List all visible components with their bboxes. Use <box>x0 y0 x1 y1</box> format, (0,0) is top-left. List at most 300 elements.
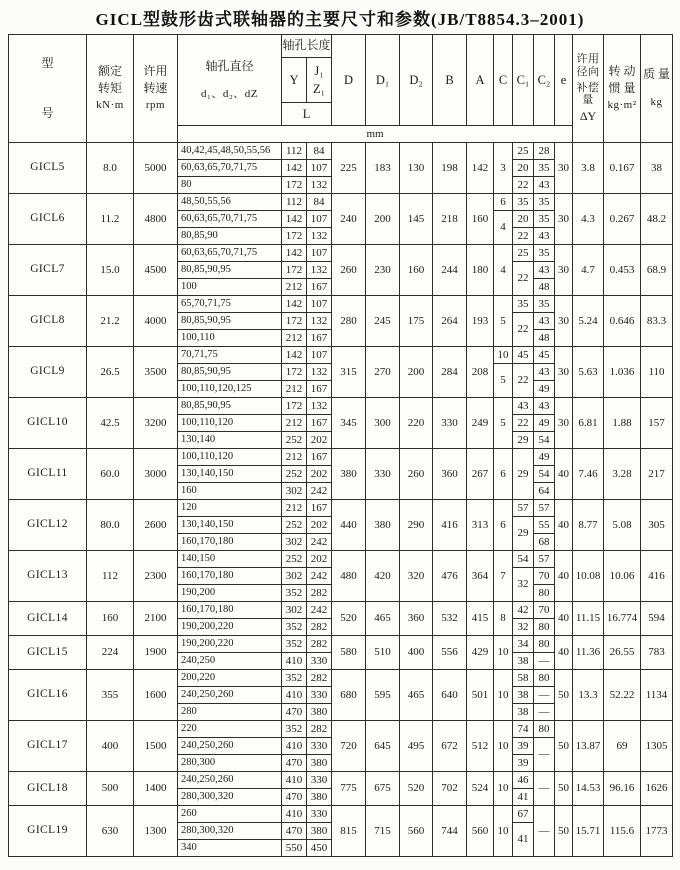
rated-torque: 355 <box>87 670 134 721</box>
col-header-D: D <box>332 35 366 126</box>
dim-C: 7 <box>494 551 513 602</box>
col-header-D1: D₁ <box>366 35 400 126</box>
dim-D1: 380 <box>366 500 400 551</box>
spec-row <box>9 500 673 517</box>
rated-torque: 224 <box>87 636 134 670</box>
dim-A: 524 <box>467 772 494 806</box>
radial-compensation: 13.3 <box>573 670 604 721</box>
moment-of-inertia: 16.774 <box>604 602 641 636</box>
dim-A: 512 <box>467 721 494 772</box>
dim-C2: — <box>534 738 555 772</box>
dim-C: 4 <box>494 245 513 296</box>
length-Y: 470 <box>282 704 307 721</box>
mass: 1305 <box>641 721 673 772</box>
dim-D2: 360 <box>400 602 433 636</box>
bore-diameters: 280,300 <box>178 755 282 772</box>
dim-C2: 57 <box>534 500 555 517</box>
dim-A: 193 <box>467 296 494 347</box>
spec-row <box>9 398 673 415</box>
dim-C2: 80 <box>534 585 555 602</box>
bore-diameters: 240,250,260 <box>178 738 282 755</box>
length-J1Z1: 167 <box>307 415 332 432</box>
dim-C2: 54 <box>534 466 555 483</box>
bore-diameters: 190,200 <box>178 585 282 602</box>
dim-D2: 320 <box>400 551 433 602</box>
dim-C1: 41 <box>513 823 534 857</box>
dim-C1: 22 <box>513 364 534 398</box>
dim-e: 50 <box>555 670 573 721</box>
dim-D2: 160 <box>400 245 433 296</box>
dim-C1: 22 <box>513 228 534 245</box>
length-Y: 252 <box>282 432 307 449</box>
bore-diameters: 80,85,90 <box>178 228 282 245</box>
dim-C2: 80 <box>534 619 555 636</box>
permitted-speed: 4800 <box>134 194 178 245</box>
dim-C1: 29 <box>513 449 534 500</box>
bore-diameters: 80,85,90,95 <box>178 262 282 279</box>
dim-D: 315 <box>332 347 366 398</box>
dim-C1: 67 <box>513 806 534 823</box>
length-Y: 470 <box>282 789 307 806</box>
rated-torque: 60.0 <box>87 449 134 500</box>
dim-B: 284 <box>433 347 467 398</box>
dim-C: 3 <box>494 143 513 194</box>
bore-diameters: 190,200,220 <box>178 619 282 636</box>
dim-D2: 560 <box>400 806 433 857</box>
permitted-speed: 2600 <box>134 500 178 551</box>
bore-diameters: 60,63,65,70,71,75 <box>178 160 282 177</box>
dim-C2: 43 <box>534 398 555 415</box>
dim-B: 532 <box>433 602 467 636</box>
dim-D1: 510 <box>366 636 400 670</box>
length-Y: 112 <box>282 194 307 211</box>
dim-C2: 70 <box>534 602 555 619</box>
dim-D1: 300 <box>366 398 400 449</box>
dim-C: 10 <box>494 636 513 670</box>
length-Y: 252 <box>282 517 307 534</box>
length-J1Z1: 282 <box>307 670 332 687</box>
dim-C2: 49 <box>534 415 555 432</box>
length-J1Z1: 380 <box>307 789 332 806</box>
model-name: GICL8 <box>9 296 87 347</box>
dim-e: 50 <box>555 806 573 857</box>
dim-B: 556 <box>433 636 467 670</box>
dim-e: 40 <box>555 636 573 670</box>
model-name: GICL14 <box>9 602 87 636</box>
bore-diameters: 160,170,180 <box>178 568 282 585</box>
model-name: GICL10 <box>9 398 87 449</box>
rated-torque: 21.2 <box>87 296 134 347</box>
dim-C2: 64 <box>534 483 555 500</box>
dim-A: 501 <box>467 670 494 721</box>
dim-C1: 35 <box>513 194 534 211</box>
dim-D2: 145 <box>400 194 433 245</box>
length-Y: 302 <box>282 602 307 619</box>
length-Y: 352 <box>282 619 307 636</box>
dim-C1: 46 <box>513 772 534 789</box>
model-name: GICL17 <box>9 721 87 772</box>
col-header-J1Z1: J₁ Z₁ <box>307 58 332 103</box>
dim-C2: 54 <box>534 432 555 449</box>
dim-D2: 520 <box>400 772 433 806</box>
dim-C2: 80 <box>534 670 555 687</box>
length-J1Z1: 132 <box>307 262 332 279</box>
length-Y: 212 <box>282 415 307 432</box>
dim-D1: 420 <box>366 551 400 602</box>
dim-A: 142 <box>467 143 494 194</box>
length-Y: 470 <box>282 823 307 840</box>
model-name: GICL11 <box>9 449 87 500</box>
dim-C2: 49 <box>534 381 555 398</box>
mass: 416 <box>641 551 673 602</box>
dim-C1: 74 <box>513 721 534 738</box>
dim-C1: 22 <box>513 313 534 347</box>
col-header-bore-diameter: 轴孔直径 d₁、d₂、dZ <box>178 35 282 126</box>
length-Y: 172 <box>282 313 307 330</box>
dim-C: 6 <box>494 449 513 500</box>
radial-compensation: 6.81 <box>573 398 604 449</box>
bore-diameters: 280,300,320 <box>178 823 282 840</box>
dim-D1: 465 <box>366 602 400 636</box>
col-header-mass: 质 量 kg <box>641 35 673 143</box>
dim-C1: 20 <box>513 160 534 177</box>
dim-e: 30 <box>555 398 573 449</box>
length-Y: 410 <box>282 653 307 670</box>
bore-diameters: 240,250,260 <box>178 772 282 789</box>
permitted-speed: 4000 <box>134 296 178 347</box>
dim-C: 5 <box>494 296 513 347</box>
col-header-B: B <box>433 35 467 126</box>
dim-C2: 45 <box>534 347 555 364</box>
dim-C1: 38 <box>513 704 534 721</box>
spec-row <box>9 602 673 619</box>
length-Y: 212 <box>282 449 307 466</box>
length-Y: 410 <box>282 738 307 755</box>
length-Y: 352 <box>282 670 307 687</box>
length-Y: 410 <box>282 806 307 823</box>
length-Y: 252 <box>282 551 307 568</box>
length-Y: 172 <box>282 364 307 381</box>
length-Y: 470 <box>282 755 307 772</box>
length-J1Z1: 282 <box>307 619 332 636</box>
dim-B: 264 <box>433 296 467 347</box>
permitted-speed: 2100 <box>134 602 178 636</box>
bore-diameters: 220 <box>178 721 282 738</box>
dim-C2: 35 <box>534 211 555 228</box>
bore-diameters: 240,250 <box>178 653 282 670</box>
model-name: GICL19 <box>9 806 87 857</box>
length-J1Z1: 132 <box>307 177 332 194</box>
rated-torque: 80.0 <box>87 500 134 551</box>
dim-D1: 245 <box>366 296 400 347</box>
length-Y: 212 <box>282 500 307 517</box>
bore-diameters: 80,85,90,95 <box>178 313 282 330</box>
bore-diameters: 80 <box>178 177 282 194</box>
radial-compensation: 7.46 <box>573 449 604 500</box>
dim-D: 440 <box>332 500 366 551</box>
permitted-speed: 3000 <box>134 449 178 500</box>
bore-diameters: 190,200,220 <box>178 636 282 653</box>
moment-of-inertia: 3.28 <box>604 449 641 500</box>
bore-diameters: 100,110,120 <box>178 449 282 466</box>
bore-diameters: 160,170,180 <box>178 534 282 551</box>
length-Y: 142 <box>282 245 307 262</box>
length-J1Z1: 167 <box>307 381 332 398</box>
dim-C: 6 <box>494 194 513 211</box>
moment-of-inertia: 69 <box>604 721 641 772</box>
dim-D2: 220 <box>400 398 433 449</box>
dim-D2: 400 <box>400 636 433 670</box>
dim-D2: 200 <box>400 347 433 398</box>
length-Y: 212 <box>282 279 307 296</box>
rated-torque: 26.5 <box>87 347 134 398</box>
rated-torque: 112 <box>87 551 134 602</box>
spec-row <box>9 721 673 738</box>
dim-C1: 42 <box>513 602 534 619</box>
bore-diameters: 100 <box>178 279 282 296</box>
dim-B: 218 <box>433 194 467 245</box>
dim-C1: 20 <box>513 211 534 228</box>
mass: 783 <box>641 636 673 670</box>
permitted-speed: 2300 <box>134 551 178 602</box>
length-J1Z1: 282 <box>307 636 332 653</box>
length-J1Z1: 380 <box>307 704 332 721</box>
dim-C2: 43 <box>534 177 555 194</box>
dim-C2: — <box>534 704 555 721</box>
model-name: GICL13 <box>9 551 87 602</box>
length-J1Z1: 242 <box>307 602 332 619</box>
length-J1Z1: 107 <box>307 245 332 262</box>
dim-C2: 43 <box>534 228 555 245</box>
moment-of-inertia: 26.55 <box>604 636 641 670</box>
dim-D2: 260 <box>400 449 433 500</box>
moment-of-inertia: 0.453 <box>604 245 641 296</box>
rated-torque: 630 <box>87 806 134 857</box>
dim-C2: 43 <box>534 313 555 330</box>
bore-diameters: 80,85,90,95 <box>178 398 282 415</box>
dim-e: 40 <box>555 500 573 551</box>
length-J1Z1: 84 <box>307 143 332 160</box>
dim-D1: 645 <box>366 721 400 772</box>
moment-of-inertia: 5.08 <box>604 500 641 551</box>
dim-B: 672 <box>433 721 467 772</box>
bore-diameters: 280,300,320 <box>178 789 282 806</box>
moment-of-inertia: 0.167 <box>604 143 641 194</box>
mass: 68.9 <box>641 245 673 296</box>
bore-diameters: 40,42,45,48,50,55,56 <box>178 143 282 160</box>
spec-row <box>9 772 673 789</box>
spec-row <box>9 636 673 653</box>
dim-D: 380 <box>332 449 366 500</box>
dim-B: 640 <box>433 670 467 721</box>
length-J1Z1: 202 <box>307 432 332 449</box>
page-title: GICL型鼓形齿式联轴器的主要尺寸和参数(JB/T8854.3–2001) <box>95 10 585 29</box>
col-header-speed: 许用 转速 rpm <box>134 35 178 143</box>
dim-C2: 43 <box>534 364 555 381</box>
col-header-D2: D₂ <box>400 35 433 126</box>
dim-C2: 35 <box>534 194 555 211</box>
dim-A: 313 <box>467 500 494 551</box>
bore-diameters: 340 <box>178 840 282 857</box>
col-header-C: C <box>494 35 513 126</box>
dim-A: 415 <box>467 602 494 636</box>
mass: 83.3 <box>641 296 673 347</box>
dim-C: 10 <box>494 347 513 364</box>
dim-D: 240 <box>332 194 366 245</box>
radial-compensation: 5.24 <box>573 296 604 347</box>
length-J1Z1: 132 <box>307 228 332 245</box>
dim-e: 40 <box>555 551 573 602</box>
model-name: GICL18 <box>9 772 87 806</box>
bore-diameters: 48,50,55,56 <box>178 194 282 211</box>
dim-C1: 54 <box>513 551 534 568</box>
radial-compensation: 11.36 <box>573 636 604 670</box>
dim-B: 244 <box>433 245 467 296</box>
rated-torque: 15.0 <box>87 245 134 296</box>
dim-C2: 28 <box>534 143 555 160</box>
length-J1Z1: 107 <box>307 347 332 364</box>
length-Y: 550 <box>282 840 307 857</box>
length-J1Z1: 380 <box>307 755 332 772</box>
spec-row <box>9 296 673 313</box>
dim-D: 580 <box>332 636 366 670</box>
bore-diameters: 240,250,260 <box>178 687 282 704</box>
mass: 157 <box>641 398 673 449</box>
dim-A: 208 <box>467 347 494 398</box>
dim-C2: 70 <box>534 568 555 585</box>
dim-D2: 130 <box>400 143 433 194</box>
dim-e: 30 <box>555 194 573 245</box>
dim-B: 476 <box>433 551 467 602</box>
model-name: GICL15 <box>9 636 87 670</box>
dim-D1: 230 <box>366 245 400 296</box>
bore-diameters: 160 <box>178 483 282 500</box>
dim-D1: 595 <box>366 670 400 721</box>
dim-C: 10 <box>494 721 513 772</box>
dim-e: 50 <box>555 772 573 806</box>
radial-compensation: 5.63 <box>573 347 604 398</box>
dim-C2: — <box>534 772 555 806</box>
length-Y: 172 <box>282 262 307 279</box>
col-header-L: L <box>282 103 332 126</box>
dim-e: 30 <box>555 296 573 347</box>
header-row-1 <box>9 35 673 58</box>
spec-row <box>9 194 673 211</box>
dim-D: 260 <box>332 245 366 296</box>
permitted-speed: 3200 <box>134 398 178 449</box>
dim-B: 744 <box>433 806 467 857</box>
length-J1Z1: 450 <box>307 840 332 857</box>
dim-C1: 39 <box>513 755 534 772</box>
col-header-radial-compensation: 许用径向 补偿量 ΔY <box>573 35 604 143</box>
dim-D1: 183 <box>366 143 400 194</box>
rated-torque: 500 <box>87 772 134 806</box>
length-J1Z1: 330 <box>307 738 332 755</box>
col-header-e: e <box>555 35 573 126</box>
mass: 305 <box>641 500 673 551</box>
dim-C2: 80 <box>534 636 555 653</box>
dim-C1: 32 <box>513 619 534 636</box>
mass: 1134 <box>641 670 673 721</box>
dim-C1: 34 <box>513 636 534 653</box>
bore-diameters: 280 <box>178 704 282 721</box>
model-name: GICL16 <box>9 670 87 721</box>
length-Y: 352 <box>282 636 307 653</box>
dim-C1: 22 <box>513 262 534 296</box>
permitted-speed: 1400 <box>134 772 178 806</box>
radial-compensation: 10.08 <box>573 551 604 602</box>
length-J1Z1: 330 <box>307 653 332 670</box>
length-J1Z1: 330 <box>307 772 332 789</box>
bore-diameters: 100,110,120 <box>178 415 282 432</box>
mass: 48.2 <box>641 194 673 245</box>
table-body <box>9 143 673 857</box>
dim-D1: 715 <box>366 806 400 857</box>
length-J1Z1: 380 <box>307 823 332 840</box>
model-name: GICL12 <box>9 500 87 551</box>
length-J1Z1: 107 <box>307 160 332 177</box>
col-header-inertia: 转 动 惯 量 kg·m² <box>604 35 641 143</box>
dim-C1: 39 <box>513 738 534 755</box>
rated-torque: 8.0 <box>87 143 134 194</box>
moment-of-inertia: 10.06 <box>604 551 641 602</box>
length-Y: 172 <box>282 398 307 415</box>
length-Y: 112 <box>282 143 307 160</box>
dim-D1: 675 <box>366 772 400 806</box>
permitted-speed: 5000 <box>134 143 178 194</box>
dim-C1: 41 <box>513 789 534 806</box>
rated-torque: 11.2 <box>87 194 134 245</box>
col-header-torque: 额定 转矩 kN·m <box>87 35 134 143</box>
dim-D2: 290 <box>400 500 433 551</box>
dim-C2: — <box>534 653 555 670</box>
col-header-C2: C₂ <box>534 35 555 126</box>
dim-C1: 29 <box>513 432 534 449</box>
dim-C: 10 <box>494 806 513 857</box>
dim-D: 480 <box>332 551 366 602</box>
dim-D: 280 <box>332 296 366 347</box>
permitted-speed: 1300 <box>134 806 178 857</box>
rated-torque: 42.5 <box>87 398 134 449</box>
permitted-speed: 4500 <box>134 245 178 296</box>
length-Y: 410 <box>282 772 307 789</box>
dim-C2: 68 <box>534 534 555 551</box>
spec-row <box>9 449 673 466</box>
model-name: GICL5 <box>9 143 87 194</box>
dim-D: 720 <box>332 721 366 772</box>
dim-C1: 22 <box>513 177 534 194</box>
length-J1Z1: 330 <box>307 687 332 704</box>
length-Y: 302 <box>282 568 307 585</box>
length-Y: 410 <box>282 687 307 704</box>
dim-C1: 35 <box>513 296 534 313</box>
length-J1Z1: 242 <box>307 568 332 585</box>
unit-mm-cell: mm <box>178 126 573 143</box>
radial-compensation: 13.87 <box>573 721 604 772</box>
permitted-speed: 3500 <box>134 347 178 398</box>
model-name: GICL9 <box>9 347 87 398</box>
dim-e: 30 <box>555 143 573 194</box>
spec-row <box>9 245 673 262</box>
dim-C1: 25 <box>513 245 534 262</box>
dim-C1: 45 <box>513 347 534 364</box>
dim-D: 680 <box>332 670 366 721</box>
length-Y: 352 <box>282 585 307 602</box>
dim-C2: 35 <box>534 296 555 313</box>
mass: 110 <box>641 347 673 398</box>
dim-C1: 57 <box>513 500 534 517</box>
dim-C2: 57 <box>534 551 555 568</box>
